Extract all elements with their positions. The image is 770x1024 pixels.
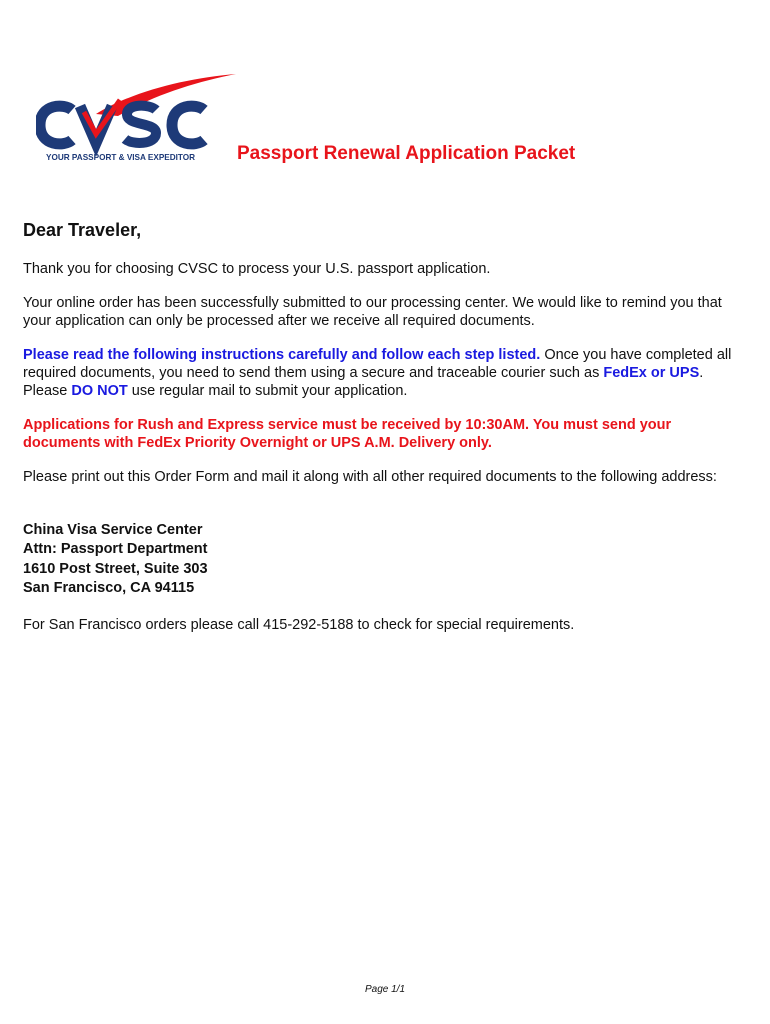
cvsc-logo	[36, 70, 241, 170]
rush-warning-paragraph: Applications for Rush and Express service must be received by 10:30AM. You must send your documents with FedEx Priority Overnight or UPS A.M. Delivery only.	[23, 417, 672, 451]
reminder-paragraph: Your online order has been successfully submitted to our processing center. We would like to remind you that your application can only be processed after we receive all required documents.	[23, 295, 722, 329]
logo-tagline: YOUR PASSPORT & VISA EXPEDITOR	[46, 153, 196, 162]
address-line: China Visa Service Center	[23, 522, 203, 538]
mailing-instructions: Please print out this Order Form and mail it along with all other required documents to the following address:	[23, 469, 717, 485]
instructions-end: use regular mail to submit your application.	[127, 383, 408, 399]
do-not-warning: DO NOT	[71, 383, 128, 399]
phone-note: For San Francisco orders please call 415-292-5188 to check for special requirements.	[23, 617, 575, 634]
letter-body	[23, 220, 747, 634]
address-line: Attn: Passport Department	[23, 541, 208, 558]
instructions-text: Once you have completed all required documents, you need to send them using a secure and traceable courier such as	[23, 347, 732, 381]
instructions-paragraph	[23, 346, 747, 400]
courier-names: FedEx or UPS	[603, 365, 700, 381]
instructions-emphasis: Please read the following instructions carefully and follow each step listed.	[23, 347, 541, 363]
address-line: San Francisco, CA 94115	[23, 579, 195, 596]
mailing-address	[23, 521, 747, 598]
greeting: Dear Traveler,	[23, 220, 142, 240]
intro-paragraph: Thank you for choosing CVSC to process your U.S. passport application.	[23, 261, 491, 277]
instructions-mid: . Please	[23, 365, 704, 399]
page-number: Page 1/1	[364, 984, 406, 995]
page-title: Passport Renewal Application Packet	[237, 143, 576, 164]
address-line: 1610 Post Street, Suite 303	[23, 560, 208, 577]
